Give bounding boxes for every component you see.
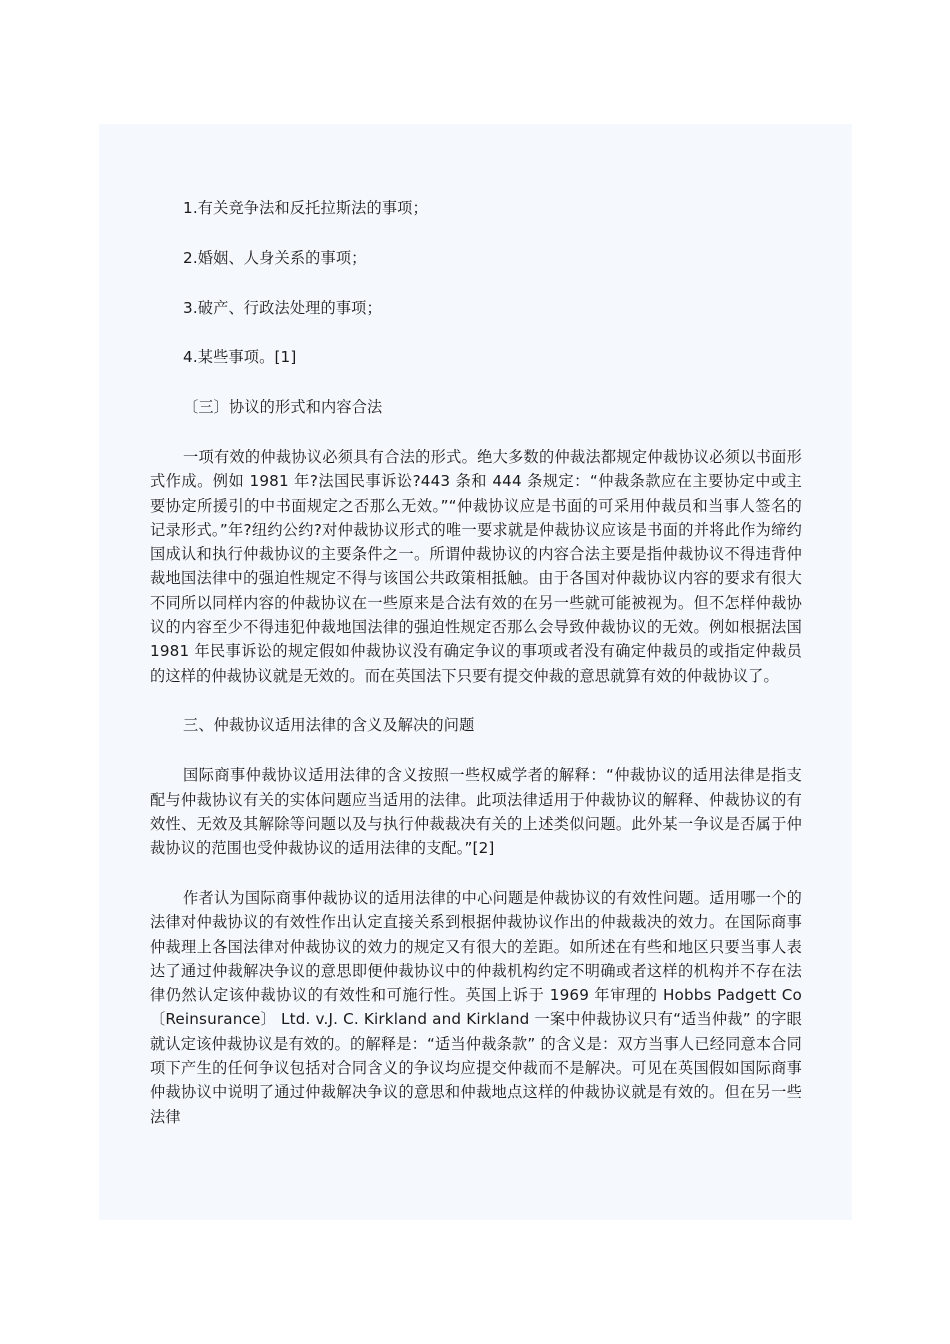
paragraph-meaning: 国际商事仲裁协议适用法律的含义按照一些权威学者的解释：“仲裁协议的适用法律是指支配与仲裁协议有关的实体问题应当适用的法律。此项法律适用于仲裁协议的解释、仲裁协议的有效性、无效及其解除等问题以及与执行仲裁裁决有关的上述类似问题。此外某一争议是否属于仲裁协议的范围也受仲裁协议的适用法律的支配。”[2] [150,766,802,858]
list-item-1: 1.有关竞争法和反托拉斯法的事项； [183,199,428,217]
section-heading-form: 〔三〕协议的形式和内容合法 [183,398,383,417]
list-item-3: 3.破产、行政法处理的事项； [183,298,382,317]
section-heading-law: 三、仲裁协议适用法律的含义及解决的问题 [183,716,475,735]
document-body [150,196,802,1129]
list-item-2: 2.婚姻、人身关系的事项； [183,248,367,267]
paragraph-form: 一项有效的仲裁协议必须具有合法的形式。绝大多数的仲裁法都规定仲裁协议必须以书面形式作成。例如 1981 年?法国民事诉讼?443 条和 444 条规定：“仲裁条款应在主要协定中或主要协定所援引的中书面规定之否那么无效。”“仲裁协议应是书面的可采用仲裁员和当事人签名的记录形式。”年?纽约公约?对仲裁协议形式的唯一要求就是仲裁协议应该是书面的并将此作为缔约国成认和执行仲裁协议的主要条件之一。所谓仲裁协议的内容合法主要是指仲裁协议不得违背仲裁地国法律中的强迫性规定不得与该国公共政策相抵触。由于各国对仲裁协议内容的要求有很大不同所以同样内容的仲裁协议在一些原来是合法有效的在另一些就可能被视为。但不怎样仲裁协议的内容至少不得违犯仲裁地国法律的强迫性规定否那么会导致仲裁协议的无效。例如根据法国 1981 年民事诉讼的规定假如仲裁协议没有确定争议的事项或者没有确定仲裁员的或指定仲裁员的这样的仲裁协议就是无效的。而在英国法下只要有提交仲裁的意思就算有效的仲裁协议了。 [150,447,802,685]
list-item-4: 4.某些事项。[1] [183,348,297,367]
paragraph-author: 作者认为国际商事仲裁协议的适用法律的中心问题是仲裁协议的有效性问题。适用哪一个的法律对仲裁协议的有效性作出认定直接关系到根据仲裁协议作出的仲裁裁决的效力。在国际商事仲裁理上各国法律对仲裁协议的效力的规定又有很大的差距。如所述在有些和地区只要当事人表达了通过仲裁解决争议的意思即便仲裁协议中的仲裁机构约定不明确或者这样的机构并不存在法律仍然认定该仲裁协议的有效性和可施行性。英国上诉于 1969 年审理的 Hobbs Padgett Co 〔Reinsurance〕 Ltd. v.J. C. Kirkland and Kirkland 一案中仲裁协议只有“适当仲裁” 的字眼就认定该仲裁协议是有效的。的解释是：“适当仲裁条款” 的含义是：双方当事人已经同意本合同项下产生的任何争议包括对合同含义的争议均应提交仲裁而不是解决。可见在英国假如国际商事仲裁协议中说明了通过仲裁解决争议的意思和仲裁地点这样的仲裁协议就是有效的。但在另一些法律 [150,888,802,1126]
